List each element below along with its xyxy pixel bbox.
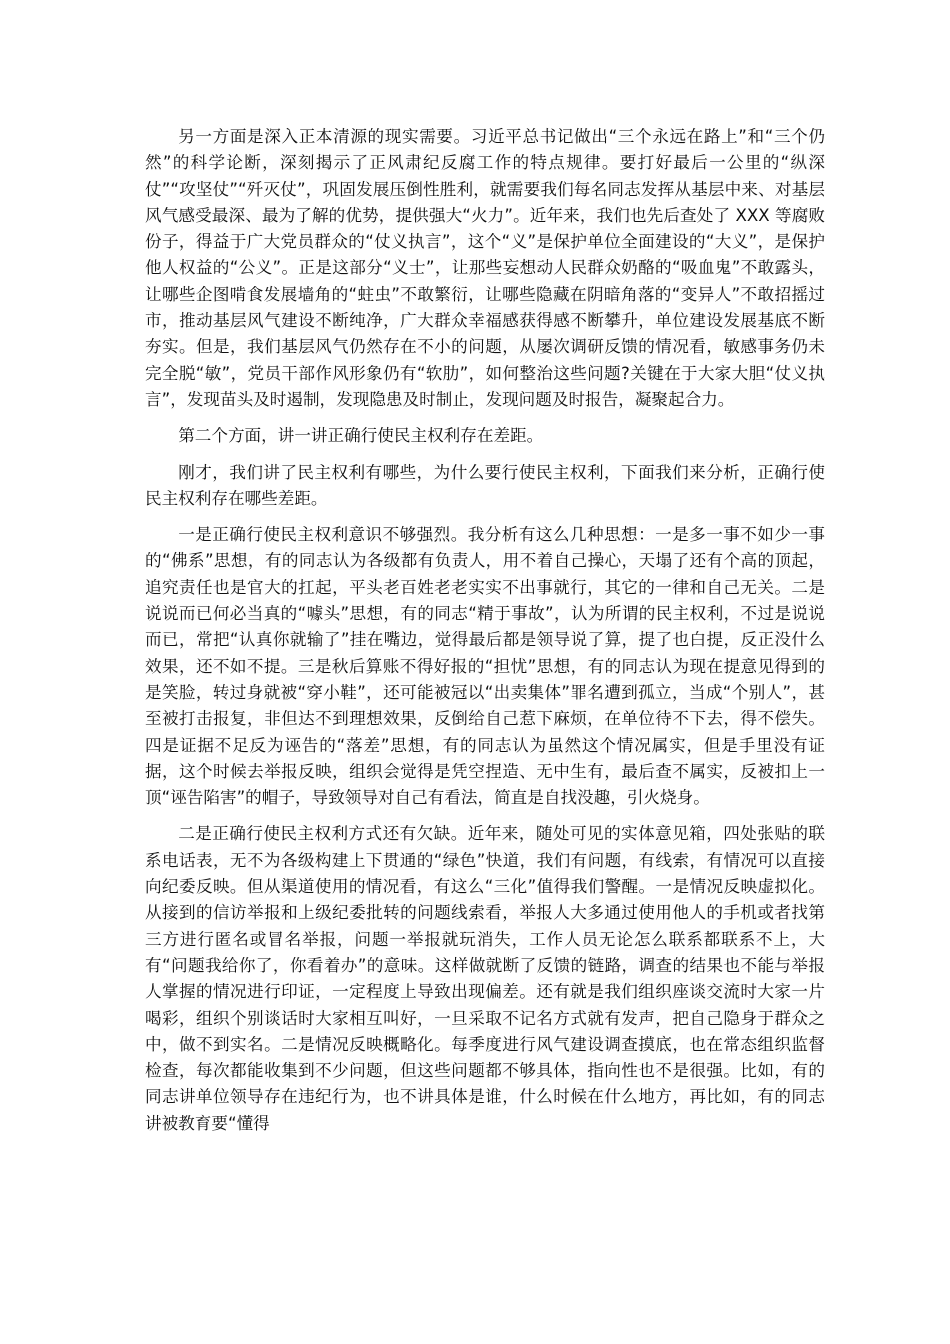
paragraph-1: 另一方面是深入正本清源的现实需要。习近平总书记做出“三个永远在路上”和“三个仍然”的科学论断，深刻揭示了正风肃纪反腐工作的特点规律。要打好最后一公里的“纵深仗”“攻坚仗”“歼灭仗”，巩固发展压倒性胜利，就需要我们每名同志发挥从基层中来、对基层风气感受最深、最为了解的优势，提供强大“火力”。近年来，我们也先后查处了 XXX 等腐败份子，得益于广大党员群众的“仗义执言”，这个“义”是保护单位全面建设的“大义”，是保护他人权益的“公义”。正是这部分“义士”，让那些妄想动人民群众奶酪的“吸血鬼”不敢露头，让哪些企图啃食发展墙角的“蛀虫”不敢繁衍，让哪些隐藏在阴暗角落的“变异人”不敢招摇过市，推动基层风气建设不断纯净，广大群众幸福感获得感不断攀升，单位建设发展基底不断夯实。但是，我们基层风气仍然存在不小的问题，从屡次调研反馈的情况看，敏感事务仍未完全脱“敏”，党员干部作风形象仍有“软肋”，如何整治这些问题?关键在于大家大胆“仗义执言”，发现苗头及时遏制，发现隐患及时制止，发现问题及时报告，凝聚起合力。 bbox=[145, 127, 825, 409]
paragraph-5: 二是正确行使民主权利方式还有欠缺。近年来，随处可见的实体意见箱，四处张贴的联系电话表，无不为各级构建上下贯通的“绿色”快道，我们有问题，有线索，有情况可以直接向纪委反映。但从渠道使用的情况看，有这么“三化”值得我们警醒。一是情况反映虚拟化。从接到的信访举报和上级纪委批转的问题线索看，举报人大多通过使用他人的手机或者找第三方进行匿名或冒名举报，问题一举报就玩消失，工作人员无论怎么联系都联系不上，大有“问题我给你了，你看着办”的意味。这样做就断了反馈的链路，调查的结果也不能与举报人掌握的情况进行印证，一定程度上导致出现偏差。还有就是我们组织座谈交流时大家一片喝彩，组织个别谈话时大家相互叫好，一旦采取不记名方式就有发声，把自己隐身于群众之中，做不到实名。二是情况反映概略化。每季度进行风气建设调查摸底，也在常态组织监督检查，每次都能收集到不少问题，但这些问题都不够具体，指向性也不是很强。比如，有的同志讲单位领导存在违纪行为，也不讲具体是谁，什么时候在什么地方，再比如，有的同志讲被教育要“懂得 bbox=[145, 824, 825, 1133]
paragraph-3: 刚才，我们讲了民主权利有哪些，为什么要行使民主权利，下面我们来分析，正确行使民主权利存在哪些差距。 bbox=[145, 462, 825, 508]
paragraph-2: 第二个方面，讲一讲正确行使民主权利存在差距。 bbox=[178, 426, 544, 446]
paragraph-4: 一是正确行使民主权利意识不够强烈。我分析有这么几种思想：一是多一事不如少一事的“佛系”思想，有的同志认为各级都有负责人，用不着自己操心，天塌了还有个高的顶起，追究责任也是官大的扛起，平头老百姓老老实实不出事就行，其它的一律和自己无关。二是说说而已何必当真的“噱头”思想，有的同志“精于事故”，认为所谓的民主权利，不过是说说而已，常把“认真你就输了”挂在嘴边，觉得最后都是领导说了算，提了也白提，反正没什么效果，还不如不提。三是秋后算账不得好报的“担忧”思想，有的同志认为现在提意见得到的是笑脸，转过身就被“穿小鞋”，还可能被冠以“出卖集体”罪名遭到孤立，当成“个别人”，甚至被打击报复，非但达不到理想效果，反倒给自己惹下麻烦，在单位待不下去，得不偿失。四是证据不足反为诬告的“落差”思想，有的同志认为虽然这个情况属实，但是手里没有证据，这个时候去举报反映，组织会觉得是凭空捏造、无中生有，最后查不属实，反被扣上一顶“诬告陷害”的帽子，导致领导对自己有看法，简直是自找没趣，引火烧身。 bbox=[145, 525, 825, 808]
document-body bbox=[145, 124, 825, 1147]
